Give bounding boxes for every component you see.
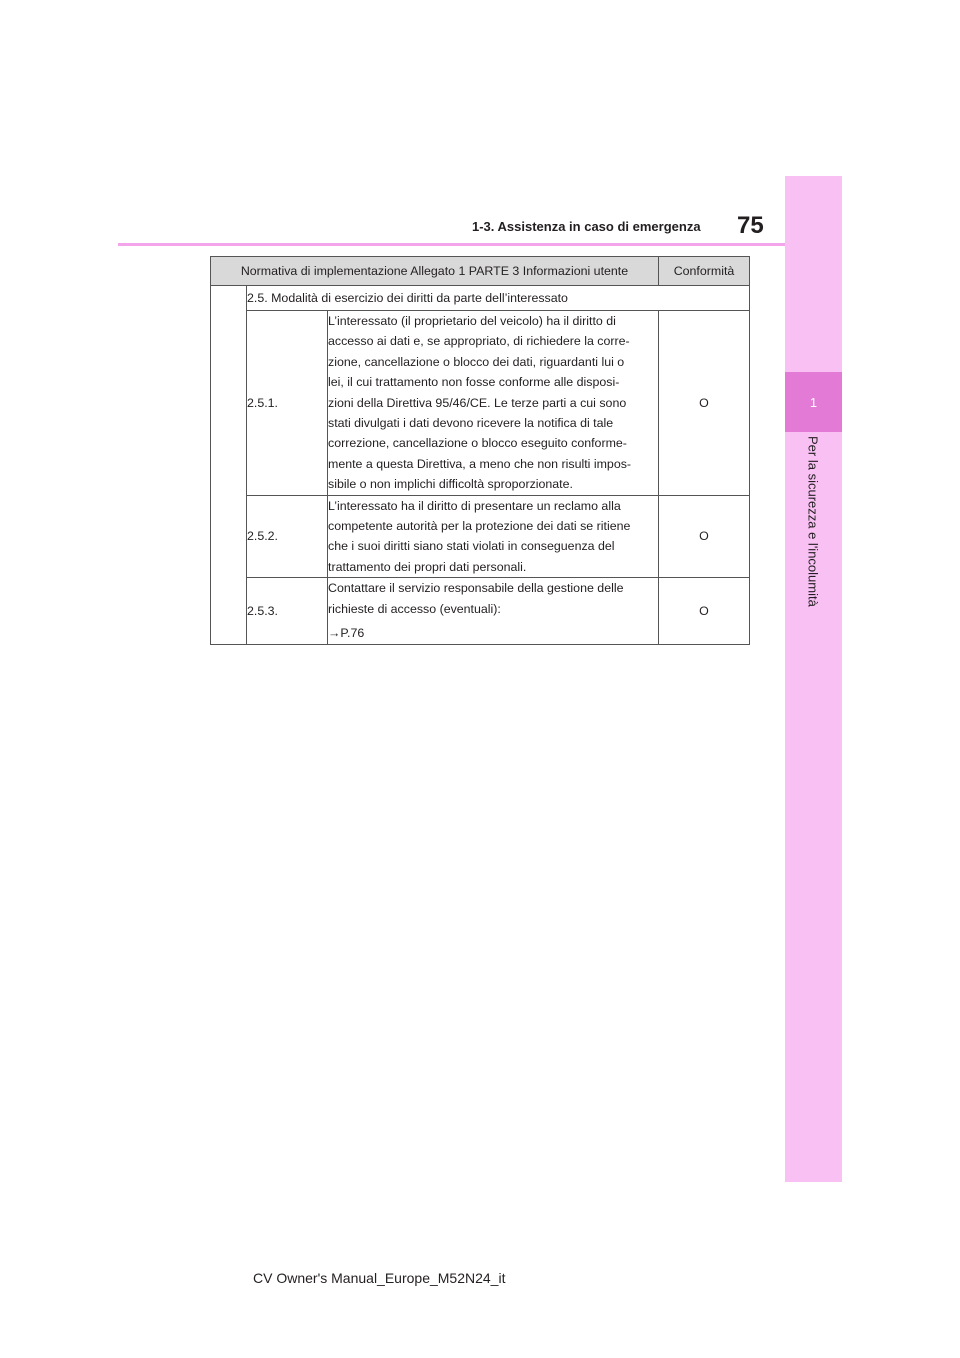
row-text-line: accesso ai dati e, se appropriato, di richiedere la corre- bbox=[328, 334, 630, 349]
row-code: 2.5.1. bbox=[247, 311, 328, 496]
table-subheading-row bbox=[211, 286, 750, 311]
table-row bbox=[211, 578, 750, 644]
row-text-line: che i suoi diritti siano stati violati in conseguenza del bbox=[328, 539, 615, 554]
page-reference-link[interactable]: →P.76 bbox=[328, 626, 365, 641]
footer-manual-id: CV Owner's Manual_Europe_M52N24_it bbox=[253, 1270, 506, 1286]
row-text-line: Contattare il servizio responsabile della gestione delle bbox=[328, 581, 624, 596]
row-description bbox=[328, 311, 659, 496]
row-text-line: richieste di accesso (eventuali): bbox=[328, 601, 501, 616]
table-header-main: Normativa di implementazione Allegato 1 PARTE 3 Informazioni utente bbox=[211, 257, 659, 286]
row-text-line: mente a questa Direttiva, a meno che non risulti impos- bbox=[328, 456, 632, 471]
row-text-line: sibile o non implichi difficoltà sproporzionate. bbox=[328, 477, 573, 492]
row-text-line: lei, il cui trattamento non fosse conforme alle disposi- bbox=[328, 375, 620, 390]
table-subheading: 2.5. Modalità di esercizio dei diritti da parte dell’interessato bbox=[247, 286, 750, 311]
header-rule bbox=[118, 243, 785, 246]
row-text-line: L’interessato (il proprietario del veicolo) ha il diritto di bbox=[328, 314, 616, 328]
row-code: 2.5.3. bbox=[247, 578, 328, 644]
row-text-line: zione, cancellazione o blocco dei dati, riguardanti lui o bbox=[328, 354, 625, 369]
table-row bbox=[211, 495, 750, 578]
chapter-number: 1 bbox=[809, 394, 818, 410]
row-text-line: competente autorità per la protezione dei dati se ritiene bbox=[328, 519, 631, 534]
section-title: 1-3. Assistenza in caso di emergenza bbox=[472, 219, 701, 234]
row-conformity: O bbox=[659, 495, 750, 578]
indent-cell bbox=[211, 286, 247, 645]
row-conformity: O bbox=[659, 578, 750, 644]
row-text-line: correzione, cancellazione o blocco eseguito conforme- bbox=[328, 436, 627, 451]
row-code: 2.5.2. bbox=[247, 495, 328, 578]
row-description bbox=[328, 578, 659, 644]
chapter-label: Per la sicurezza e l'incolumità bbox=[805, 436, 821, 607]
user-information-table bbox=[210, 256, 750, 645]
row-description bbox=[328, 495, 659, 578]
page-number: 75 bbox=[737, 212, 764, 239]
row-text-line: L’interessato ha il diritto di presentare un reclamo alla bbox=[328, 498, 621, 513]
chapter-label-vertical bbox=[780, 436, 846, 626]
row-text-line: stati divulgati i dati devono ricevere la notifica di tale bbox=[328, 416, 614, 431]
chapter-number-tab bbox=[785, 372, 842, 432]
row-text-line: trattamento dei propri dati personali. bbox=[328, 559, 527, 574]
table-header-row bbox=[211, 257, 750, 286]
row-text-line: zioni della Direttiva 95/46/CE. Le terze parti a cui sono bbox=[328, 395, 627, 410]
row-conformity: O bbox=[659, 311, 750, 496]
table-header-conformity: Conformità bbox=[659, 257, 750, 286]
chapter-side-band bbox=[785, 176, 842, 1182]
table-row bbox=[211, 311, 750, 496]
